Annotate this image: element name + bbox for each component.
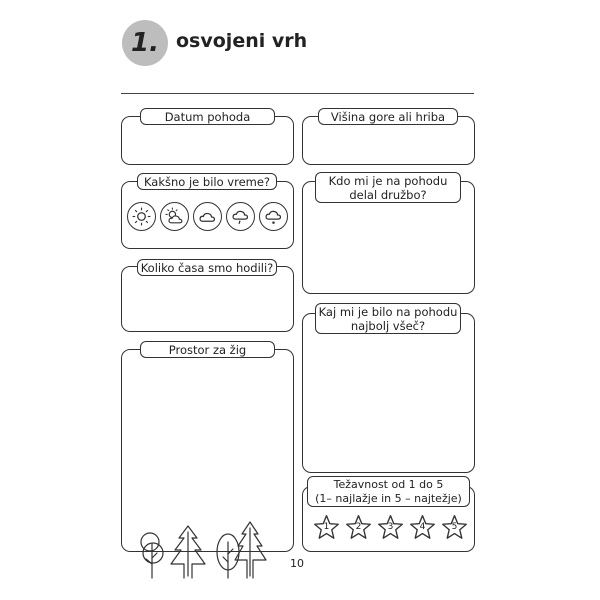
weather-label: Kakšno je bilo vreme? bbox=[137, 173, 277, 190]
cloud-icon[interactable] bbox=[193, 202, 222, 231]
stamp-label: Prostor za žig bbox=[140, 341, 275, 358]
height-label: Višina gore ali hriba bbox=[318, 108, 458, 125]
chapter-number-badge bbox=[122, 20, 168, 66]
sun-icon[interactable] bbox=[127, 202, 156, 231]
star-icon-2[interactable]: 2 bbox=[345, 514, 372, 541]
trees-illustration bbox=[133, 520, 273, 582]
sun-cloud-icon[interactable] bbox=[160, 202, 189, 231]
star-icon-3[interactable]: 3 bbox=[377, 514, 404, 541]
page-number: 10 bbox=[290, 557, 304, 570]
weather-icons bbox=[127, 202, 288, 231]
star-icon-5[interactable]: 5 bbox=[441, 514, 468, 541]
liked-box[interactable] bbox=[302, 313, 475, 473]
difficulty-label: Težavnost od 1 do 5 (1– najlažje in 5 – najtežje) bbox=[307, 476, 470, 507]
pine-tree-icon bbox=[171, 526, 205, 578]
pine-tree-icon-2 bbox=[235, 522, 266, 578]
snow-cloud-icon[interactable] bbox=[259, 202, 288, 231]
rain-cloud-icon[interactable] bbox=[226, 202, 255, 231]
title-underline bbox=[121, 93, 474, 94]
round-tree-icon bbox=[141, 533, 163, 578]
time-label: Koliko časa smo hodili? bbox=[137, 259, 277, 276]
date-label: Datum pohoda bbox=[140, 108, 275, 125]
star-icon-1[interactable]: 1 bbox=[313, 514, 340, 541]
chapter-number: 1. bbox=[131, 28, 159, 58]
star-icon-4[interactable]: 4 bbox=[409, 514, 436, 541]
difficulty-stars bbox=[313, 514, 468, 541]
page-title: osvojeni vrh bbox=[176, 30, 308, 52]
liked-label: Kaj mi je bilo na pohodu najbolj všeč? bbox=[315, 303, 461, 334]
company-label: Kdo mi je na pohodu delal družbo? bbox=[315, 172, 461, 203]
oval-tree-icon bbox=[217, 534, 239, 578]
